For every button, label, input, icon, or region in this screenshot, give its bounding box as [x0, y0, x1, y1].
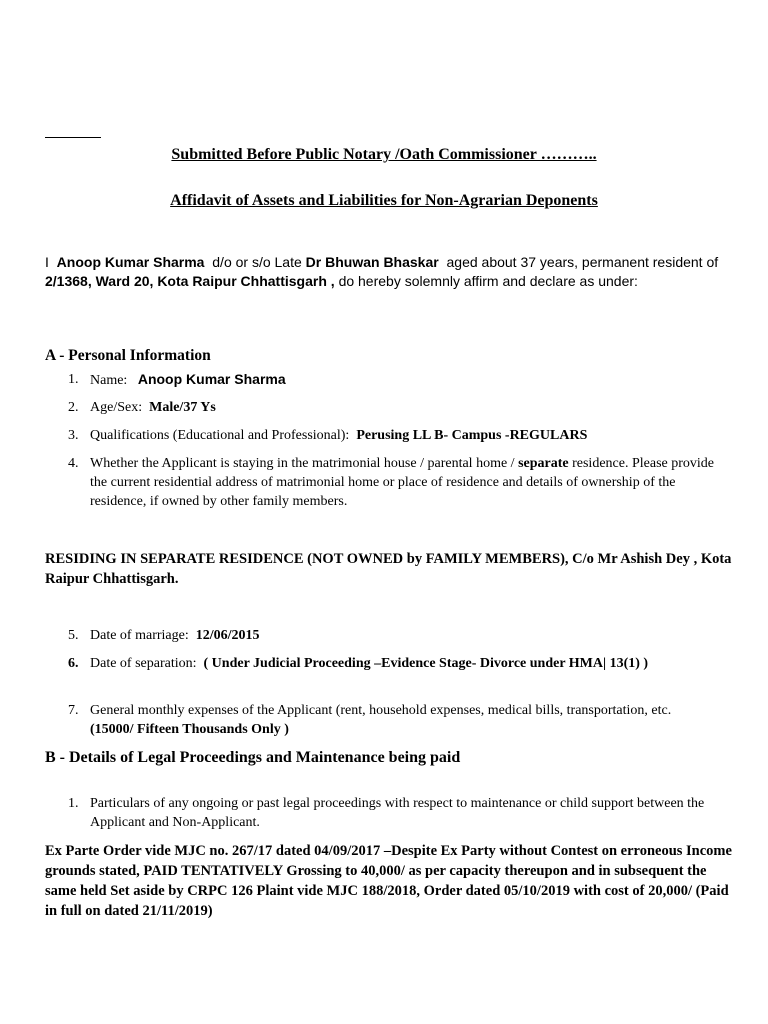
- item-value: separate: [518, 456, 569, 471]
- deponent-name: Anoop Kumar Sharma: [56, 254, 205, 270]
- item-label: Date of marriage:: [90, 628, 189, 643]
- heading-notary: Submitted Before Public Notary /Oath Commissioner ………..: [171, 146, 597, 163]
- residence-statement: RESIDING IN SEPARATE RESIDENCE (NOT OWNED by FAMILY MEMBERS), C/o Mr Ashish Dey , Kota Raipur Chhattisgarh.: [45, 551, 732, 587]
- item-label: Whether the Applicant is staying in the matrimonial house / parental home /: [90, 456, 515, 471]
- item-label: Name:: [90, 373, 128, 388]
- item-value: (15000/ Fifteen Thousands Only ): [90, 722, 289, 737]
- section-a-title: A - Personal Information: [45, 347, 211, 364]
- item-number: 3.: [68, 428, 79, 443]
- heading-affidavit: Affidavit of Assets and Liabilities for Non-Agrarian Deponents: [170, 192, 598, 209]
- list-item-expenses: [68, 701, 718, 739]
- list-item-name: [68, 370, 718, 390]
- item-number: 1.: [68, 796, 79, 811]
- item-number: 1.: [68, 372, 79, 387]
- item-number: 5.: [68, 628, 79, 643]
- item-number: 7.: [68, 703, 79, 718]
- relation-text: d/o or s/o Late: [212, 254, 302, 270]
- list-item-proceedings: [68, 794, 718, 832]
- item-value: ( Under Judicial Proceeding –Evidence Stage- Divorce under HMA| 13(1) ): [203, 656, 649, 671]
- item-rest: residence. Please provide the current residential address of matrimonial home or place of residence and details of ownership of the residence, if owned by other family members.: [90, 456, 714, 509]
- declaration-text: do hereby solemnly affirm and declare as under:: [338, 273, 638, 289]
- item-number: 2.: [68, 400, 79, 415]
- list-item-separation: [68, 654, 718, 673]
- intro-i: I: [45, 254, 49, 270]
- list-item-age-sex: [68, 398, 718, 417]
- item-number: 6.: [68, 656, 79, 671]
- item-label: Qualifications (Educational and Professional):: [90, 428, 350, 443]
- father-name: Dr Bhuwan Bhaskar: [305, 254, 439, 270]
- item-label: Particulars of any ongoing or past legal proceedings with respect to maintenance or child support between the Applicant and Non-Applicant.: [90, 796, 705, 830]
- item-value: 12/06/2015: [195, 628, 260, 643]
- item-number: 4.: [68, 456, 79, 471]
- age-text: aged about 37 years, permanent resident of: [446, 254, 719, 270]
- order-statement: Ex Parte Order vide MJC no. 267/17 dated 04/09/2017 –Despite Ex Party without Contest on erroneous Income grounds stated, PAID TENTATIVELY Grossing to 40,000/ as per capacity thereupon and in subsequent the same held Set aside by CRPC 126 Plaint vide MJC 188/2018, Order dated 05/10/2019 with cost of 20,000/ (Paid in full on dated 21/11/2019): [45, 843, 732, 919]
- intro-paragraph: [45, 253, 725, 291]
- item-value: Anoop Kumar Sharma: [137, 371, 286, 387]
- section-b-title: B - Details of Legal Proceedings and Maintenance being paid: [45, 749, 461, 766]
- item-value: Male/37 Ys: [149, 400, 216, 415]
- list-item-marriage: [68, 626, 718, 645]
- item-label: General monthly expenses of the Applicant (rent, household expenses, medical bills, transportation, etc.: [90, 703, 672, 718]
- list-item-qualifications: [68, 426, 718, 445]
- item-value: Perusing LL B- Campus -REGULARS: [356, 428, 588, 443]
- item-label: Date of separation:: [90, 656, 197, 671]
- list-item-residence: [68, 454, 718, 511]
- item-label: Age/Sex:: [90, 400, 143, 415]
- top-rule: [45, 137, 101, 138]
- address-text: 2/1368, Ward 20, Kota Raipur Chhattisgarh ,: [45, 273, 335, 289]
